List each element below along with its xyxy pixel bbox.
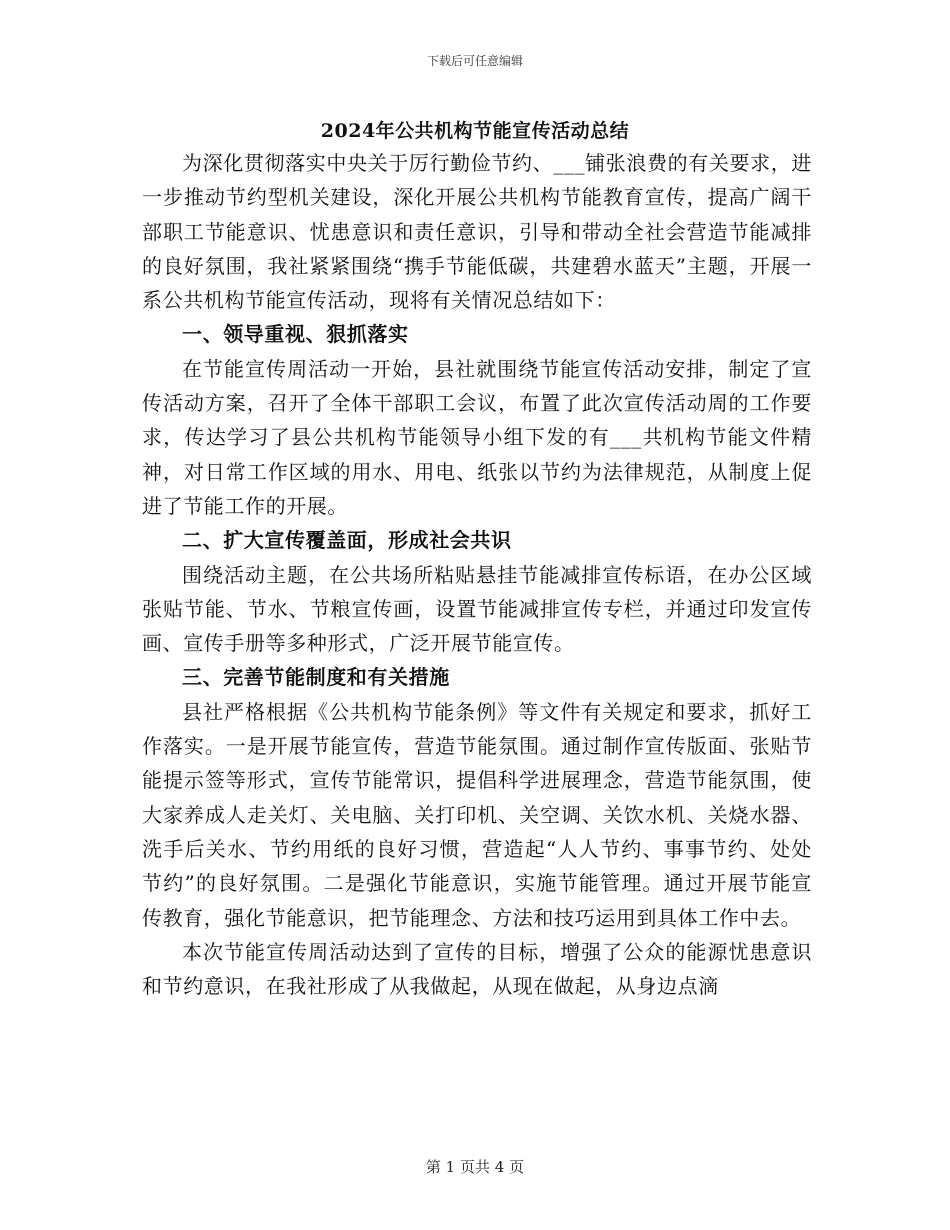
page-footer: 第 1 页共 4 页: [425, 1158, 525, 1176]
section-heading-1: 一、领导重视、狠抓落实: [182, 322, 409, 347]
document-body: [142, 146, 812, 1003]
closing-paragraph: 本次节能宣传周活动达到了宣传的目标，增强了公众的能源忧患意识和节约意识，在我社形成了从我做起，从现在做起，从身边点滴: [142, 939, 812, 999]
section-1-paragraph: 在节能宣传周活动一开始，县社就围绕节能宣传活动安排，制定了宣传活动方案，召开了全体干部职工会议，布置了此次宣传活动周的工作要求，传达学习了县公共机构节能领导小组下发的有___共机构节能文件精神，对日常工作区域的用水、用电、纸张以节约为法律规范，从制度上促进了节能工作的开展。: [142, 356, 812, 518]
document-title: 2024年公共机构节能宣传活动总结: [320, 120, 630, 142]
header-note: 下载后可任意编辑: [426, 54, 523, 68]
intro-paragraph: 为深化贯彻落实中央关于厉行勤俭节约、___铺张浪费的有关要求，进一步推动节约型机关建设，深化开展公共机构节能教育宣传，提高广阔干部职工节能意识、忧患意识和责任意识，引导和带动全社会营造节能减排的良好氛围，我社紧紧围绕“携手节能低碳，共建碧水蓝天”主题，开展一系公共机构节能宣传活动，现将有关情况总结如下：: [142, 151, 812, 313]
section-heading-3: 三、完善节能制度和有关措施: [182, 665, 450, 690]
section-heading-2: 二、扩大宣传覆盖面，形成社会共识: [182, 528, 512, 553]
section-3-paragraph: 县社严格根据《公共机构节能条例》等文件有关规定和要求，抓好工作落实。一是开展节能宣传，营造节能氛围。通过制作宣传版面、张贴节能提示签等形式，宣传节能常识，提倡科学进展理念，营造节能氛围，使大家养成人走关灯、关电脑、关打印机、关空调、关饮水机、关烧水器、洗手后关水、节约用纸的良好习惯，营造起“人人节约、事事节约、处处节约”的良好氛围。二是强化节能意识，实施节能管理。通过开展节能宣传教育，强化节能意识，把节能理念、方法和技巧运用到具体工作中去。: [142, 699, 812, 930]
section-2-paragraph: 围绕活动主题，在公共场所粘贴悬挂节能减排宣传标语，在办公区域张贴节能、节水、节粮宣传画，设置节能减排宣传专栏，并通过印发宣传画、宣传手册等多种形式，广泛开展节能宣传。: [142, 562, 812, 656]
